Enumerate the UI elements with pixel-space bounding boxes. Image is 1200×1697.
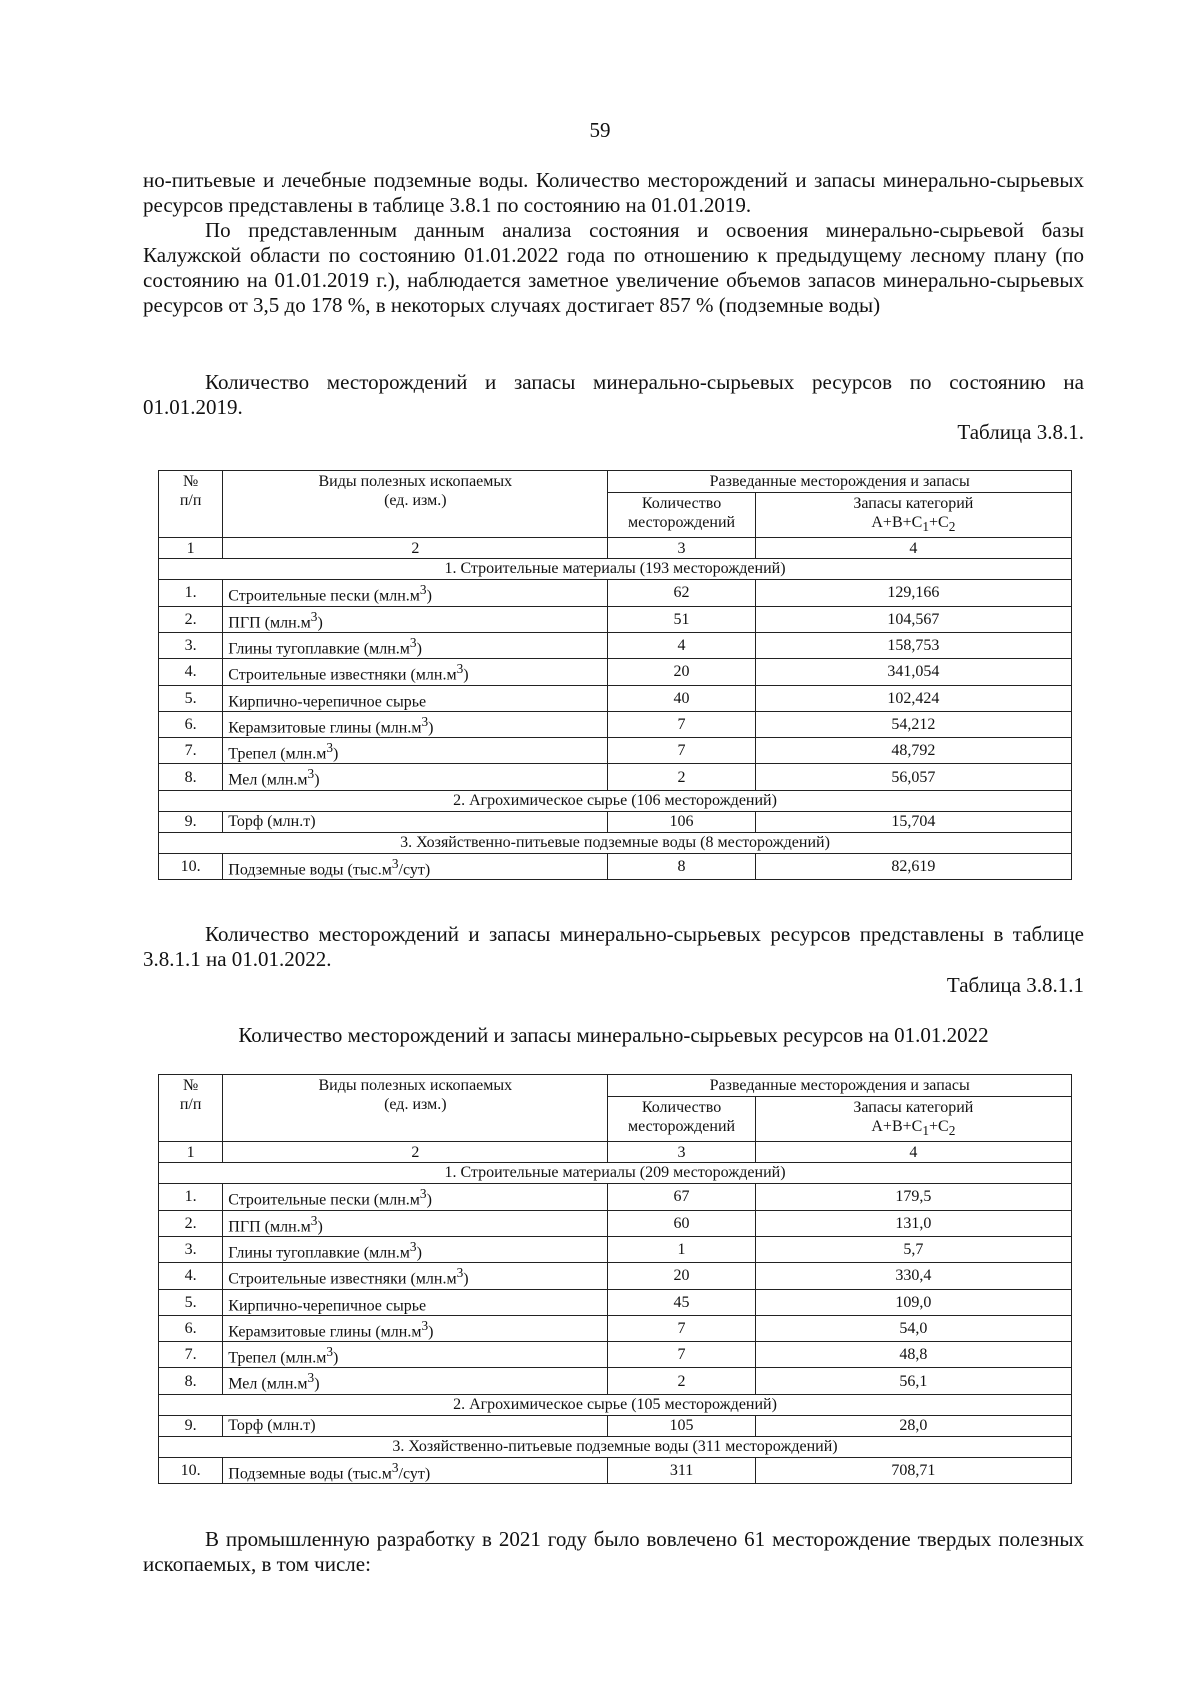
- row-mineral-sup: 3: [307, 1370, 315, 1386]
- table-row: [159, 1368, 1072, 1394]
- section-row: [159, 1436, 1072, 1457]
- row-reserve: 129,166: [755, 580, 1071, 606]
- header-number-line1: №: [183, 1077, 199, 1094]
- colnum: 1: [159, 538, 223, 559]
- table-row: [159, 685, 1072, 711]
- row-mineral-sup: 3: [456, 661, 464, 677]
- row-reserve: 341,054: [755, 659, 1071, 685]
- header-reserves-line1: Запасы категорий: [853, 495, 974, 512]
- row-mineral: [223, 1236, 608, 1262]
- column-number-row: [159, 1142, 1072, 1163]
- row-count: 2: [608, 764, 755, 790]
- row-mineral: [223, 711, 608, 737]
- row-count: 45: [608, 1289, 755, 1315]
- row-mineral-tail: ): [314, 1375, 320, 1393]
- table-row: [159, 811, 1072, 832]
- row-mineral-tail: ): [333, 745, 339, 763]
- section-row: [159, 1163, 1072, 1184]
- row-number: 9.: [159, 1415, 223, 1436]
- colnum: 1: [159, 1142, 223, 1163]
- row-count: 7: [608, 1342, 755, 1368]
- header-count: [608, 1097, 755, 1142]
- table-header-row: [159, 471, 1072, 493]
- row-mineral-sup: 3: [409, 634, 417, 650]
- row-mineral-sup: 3: [421, 713, 429, 729]
- section-water: 3. Хозяйственно-питьевые подземные воды (311 месторождений): [159, 1436, 1072, 1457]
- row-count: 311: [608, 1457, 755, 1483]
- row-mineral: [223, 632, 608, 658]
- header-reserves-line2: $А+В+С_1+С_2$: [871, 1118, 956, 1139]
- row-mineral-text: Мел (млн.м: [228, 1375, 308, 1393]
- row-mineral: [223, 764, 608, 790]
- row-mineral-text: Строительные известняки (млн.м: [228, 1270, 457, 1288]
- table-row: [159, 1457, 1072, 1483]
- row-mineral-tail: ): [428, 719, 434, 737]
- section-agrochemical: 2. Агрохимическое сырье (105 месторождений): [159, 1394, 1072, 1415]
- row-number: 6.: [159, 1315, 223, 1341]
- table-header-row: [159, 1075, 1072, 1097]
- row-reserve: 102,424: [755, 685, 1071, 711]
- row-mineral: Подземные воды $(тыс.м^3/сут)$: [223, 853, 608, 879]
- row-count: 105: [608, 1415, 755, 1436]
- row-mineral: [223, 1289, 608, 1315]
- row-reserve: 15,704: [755, 811, 1071, 832]
- row-mineral-tail: ): [317, 1217, 323, 1235]
- header-reserves-line2: $А+В+С_1+С_2$: [871, 514, 956, 535]
- row-reserve: 330,4: [755, 1263, 1071, 1289]
- header-explored: Разведанные месторождения и запасы: [608, 1075, 1072, 1097]
- header-type-line2: (ед. изм.): [384, 1096, 447, 1113]
- colnum: 4: [755, 1142, 1071, 1163]
- page-number: 59: [589, 118, 611, 142]
- row-count: 7: [608, 738, 755, 764]
- row-mineral-sup: 3: [310, 1212, 318, 1228]
- row-number: 5.: [159, 1289, 223, 1315]
- row-mineral: [223, 659, 608, 685]
- row-count: 7: [608, 1315, 755, 1341]
- table-row: [159, 711, 1072, 737]
- row-count: 40: [608, 685, 755, 711]
- table-row: [159, 1315, 1072, 1341]
- row-mineral-tail: ): [428, 1323, 434, 1341]
- row-count: 60: [608, 1210, 755, 1236]
- row-reserve: 28,0: [755, 1415, 1071, 1436]
- row-mineral-tail: ): [463, 666, 469, 684]
- table-row: [159, 738, 1072, 764]
- header-number-line2: п/п: [179, 1096, 202, 1113]
- row-mineral-tail: ): [314, 771, 320, 789]
- row-mineral-text: Мел (млн.м: [228, 771, 308, 789]
- row-reserve: 5,7: [755, 1236, 1071, 1262]
- section-row: [159, 790, 1072, 811]
- row-count: 1: [608, 1236, 755, 1262]
- paragraph-development: В промышленную разработку в 2021 году было вовлечено 61 месторождение твердых полезных ископаемых, в том числе:: [143, 1527, 1084, 1576]
- row-number: 1.: [159, 580, 223, 606]
- row-number: 5.: [159, 685, 223, 711]
- section-row: [159, 832, 1072, 853]
- table-row: [159, 764, 1072, 790]
- row-mineral-text: Трепел (млн.м: [228, 745, 327, 763]
- row-mineral-text: Строительные пески (млн.м: [228, 587, 420, 605]
- row-reserve: 54,212: [755, 711, 1071, 737]
- row-reserve: 48,792: [755, 738, 1071, 764]
- table2-label: Таблица 3.8.1.1: [946, 973, 1084, 997]
- header-number: [159, 1075, 223, 1142]
- row-number: 10.: [159, 1457, 223, 1483]
- row-count: 20: [608, 1263, 755, 1289]
- row-number: 4.: [159, 659, 223, 685]
- table-row: [159, 580, 1072, 606]
- row-count: 106: [608, 811, 755, 832]
- table-row: [159, 1342, 1072, 1368]
- construction-rows: [159, 580, 1072, 791]
- table2-caption: Количество месторождений и запасы минерально-сырьевых ресурсов на 01.01.2022: [238, 1023, 989, 1047]
- row-mineral-tail: ): [317, 613, 323, 631]
- row-mineral-sup: 3: [307, 766, 315, 782]
- paragraph-intro: но-питьевые и лечебные подземные воды. Количество месторождений и запасы минерально-сырьевых ресурсов представлены в таблице 3.8.1 по состоянию на 01.01.2019.: [143, 168, 1084, 217]
- row-number: 2.: [159, 1210, 223, 1236]
- table-row: [159, 1210, 1072, 1236]
- row-number: 7.: [159, 1342, 223, 1368]
- row-mineral: Торф (млн.т): [223, 811, 608, 832]
- row-mineral: [223, 1184, 608, 1210]
- table-2019: [158, 470, 1072, 880]
- header-reserves: [755, 1097, 1071, 1142]
- row-mineral-sup: 3: [310, 608, 318, 624]
- row-mineral: [223, 1368, 608, 1394]
- header-number-line2: п/п: [179, 492, 202, 509]
- header-count-line2: месторождений: [627, 514, 736, 531]
- table-row: [159, 1184, 1072, 1210]
- header-type-line2: (ед. изм.): [384, 492, 447, 509]
- row-mineral-text: Строительные пески (млн.м: [228, 1191, 420, 1209]
- column-number-row: [159, 538, 1072, 559]
- header-count-line2: месторождений: [627, 1118, 736, 1135]
- header-type-line1: Виды полезных ископаемых: [318, 1077, 513, 1094]
- header-reserves: [755, 493, 1071, 538]
- row-mineral: [223, 606, 608, 632]
- row-reserve: 708,71: [755, 1457, 1071, 1483]
- row-count: 51: [608, 606, 755, 632]
- construction-rows: [159, 1184, 1072, 1395]
- row-mineral-sup: 3: [421, 1317, 429, 1333]
- header-type-line1: Виды полезных ископаемых: [318, 473, 513, 490]
- section-agrochemical: 2. Агрохимическое сырье (106 месторождений): [159, 790, 1072, 811]
- row-mineral-sup: 3: [419, 1186, 427, 1202]
- row-mineral: [223, 1342, 608, 1368]
- row-mineral-text: ПГП (млн.м: [228, 613, 311, 631]
- row-number: 8.: [159, 764, 223, 790]
- row-number: 6.: [159, 711, 223, 737]
- row-count: 8: [608, 853, 755, 879]
- header-count-line1: Количество: [641, 1099, 722, 1116]
- section-construction: 1. Строительные материалы (193 месторождений): [159, 559, 1072, 580]
- row-number: 9.: [159, 811, 223, 832]
- row-number: 3.: [159, 632, 223, 658]
- row-mineral: [223, 685, 608, 711]
- colnum: 3: [608, 1142, 755, 1163]
- table-row: [159, 659, 1072, 685]
- row-mineral-text: Трепел (млн.м: [228, 1349, 327, 1367]
- header-mineral-type: [223, 1075, 608, 1142]
- section-row: [159, 559, 1072, 580]
- header-count-line1: Количество: [641, 495, 722, 512]
- row-mineral-text: Керамзитовые глины (млн.м: [228, 1323, 422, 1341]
- row-mineral-sup: 3: [326, 740, 333, 756]
- row-mineral-tail: ): [333, 1349, 339, 1367]
- row-mineral-tail: ): [426, 1191, 432, 1209]
- row-reserve: 82,619: [755, 853, 1071, 879]
- row-reserve: 131,0: [755, 1210, 1071, 1236]
- row-mineral: [223, 1315, 608, 1341]
- paragraph-analysis: По представленным данным анализа состояния и освоения минерально-сырьевой базы Калужской области по состоянию 01.01.2022 года по отношению к предыдущему лесному плану (по состоянию на 01.01.2019 г.), наблюдается заметное увеличение объемов запасов минерально-сырьевых ресурсов от 3,5 до 178 %, в некоторых случаях достигает 857 % (подземные воды): [143, 218, 1084, 317]
- row-reserve: 158,753: [755, 632, 1071, 658]
- row-mineral: [223, 580, 608, 606]
- row-reserve: 56,057: [755, 764, 1071, 790]
- row-reserve: 104,567: [755, 606, 1071, 632]
- section-row: [159, 1394, 1072, 1415]
- paragraph-table1-intro: Количество месторождений и запасы минерально-сырьевых ресурсов по состоянию на 01.01.2019.: [143, 370, 1084, 419]
- header-count: [608, 493, 755, 538]
- row-count: 20: [608, 659, 755, 685]
- row-mineral-text: Глины тугоплавкие (млн.м: [228, 1244, 410, 1262]
- row-mineral: Торф (млн.т): [223, 1415, 608, 1436]
- row-reserve: 109,0: [755, 1289, 1071, 1315]
- header-explored: Разведанные месторождения и запасы: [608, 471, 1072, 493]
- header-mineral-type: [223, 471, 608, 538]
- colnum: 2: [223, 538, 608, 559]
- table-row: [159, 1415, 1072, 1436]
- row-mineral-text: Кирпично-черепичное сырье: [228, 692, 427, 710]
- row-number: 3.: [159, 1236, 223, 1262]
- row-reserve: 179,5: [755, 1184, 1071, 1210]
- row-mineral-sup: 3: [409, 1238, 417, 1254]
- row-mineral: [223, 1263, 608, 1289]
- header-number: [159, 471, 223, 538]
- row-number: 2.: [159, 606, 223, 632]
- row-reserve: 54,0: [755, 1315, 1071, 1341]
- table-2022: [158, 1074, 1072, 1484]
- row-mineral-sup: 3: [419, 582, 427, 598]
- row-mineral-text: Строительные известняки (млн.м: [228, 666, 457, 684]
- table-row: [159, 632, 1072, 658]
- row-count: 67: [608, 1184, 755, 1210]
- header-reserves-line1: Запасы категорий: [853, 1099, 974, 1116]
- row-count: 2: [608, 1368, 755, 1394]
- row-mineral-tail: ): [463, 1270, 469, 1288]
- row-mineral-text: Кирпично-черепичное сырье: [228, 1296, 427, 1314]
- row-mineral-text: ПГП (млн.м: [228, 1217, 311, 1235]
- row-number: 7.: [159, 738, 223, 764]
- row-mineral-sup: 3: [326, 1344, 333, 1360]
- colnum: 3: [608, 538, 755, 559]
- paragraph-table2-intro: Количество месторождений и запасы минерально-сырьевых ресурсов представлены в таблице 3.8.1.1 на 01.01.2022.: [143, 922, 1084, 971]
- header-number-line1: №: [183, 473, 199, 490]
- colnum: 4: [755, 538, 1071, 559]
- row-mineral: [223, 1210, 608, 1236]
- section-water: 3. Хозяйственно-питьевые подземные воды (8 месторождений): [159, 832, 1072, 853]
- colnum: 2: [223, 1142, 608, 1163]
- table1-label: Таблица 3.8.1.: [957, 420, 1084, 444]
- row-number: 4.: [159, 1263, 223, 1289]
- table-row: [159, 1236, 1072, 1262]
- row-mineral: [223, 738, 608, 764]
- row-count: 62: [608, 580, 755, 606]
- row-mineral-tail: ): [416, 640, 422, 658]
- row-mineral-text: Глины тугоплавкие (млн.м: [228, 640, 410, 658]
- row-number: 10.: [159, 853, 223, 879]
- row-number: 1.: [159, 1184, 223, 1210]
- row-mineral: Подземные воды $(тыс.м^3/сут)$: [223, 1457, 608, 1483]
- row-mineral-tail: ): [426, 587, 432, 605]
- row-mineral-tail: ): [416, 1244, 422, 1262]
- row-reserve: 56,1: [755, 1368, 1071, 1394]
- table-row: [159, 853, 1072, 879]
- table-row: [159, 1263, 1072, 1289]
- row-count: 7: [608, 711, 755, 737]
- table-row: [159, 606, 1072, 632]
- row-number: 8.: [159, 1368, 223, 1394]
- row-reserve: 48,8: [755, 1342, 1071, 1368]
- section-construction: 1. Строительные материалы (209 месторождений): [159, 1163, 1072, 1184]
- row-mineral-text: Керамзитовые глины (млн.м: [228, 719, 422, 737]
- table-row: [159, 1289, 1072, 1315]
- row-count: 4: [608, 632, 755, 658]
- row-mineral-sup: 3: [456, 1265, 464, 1281]
